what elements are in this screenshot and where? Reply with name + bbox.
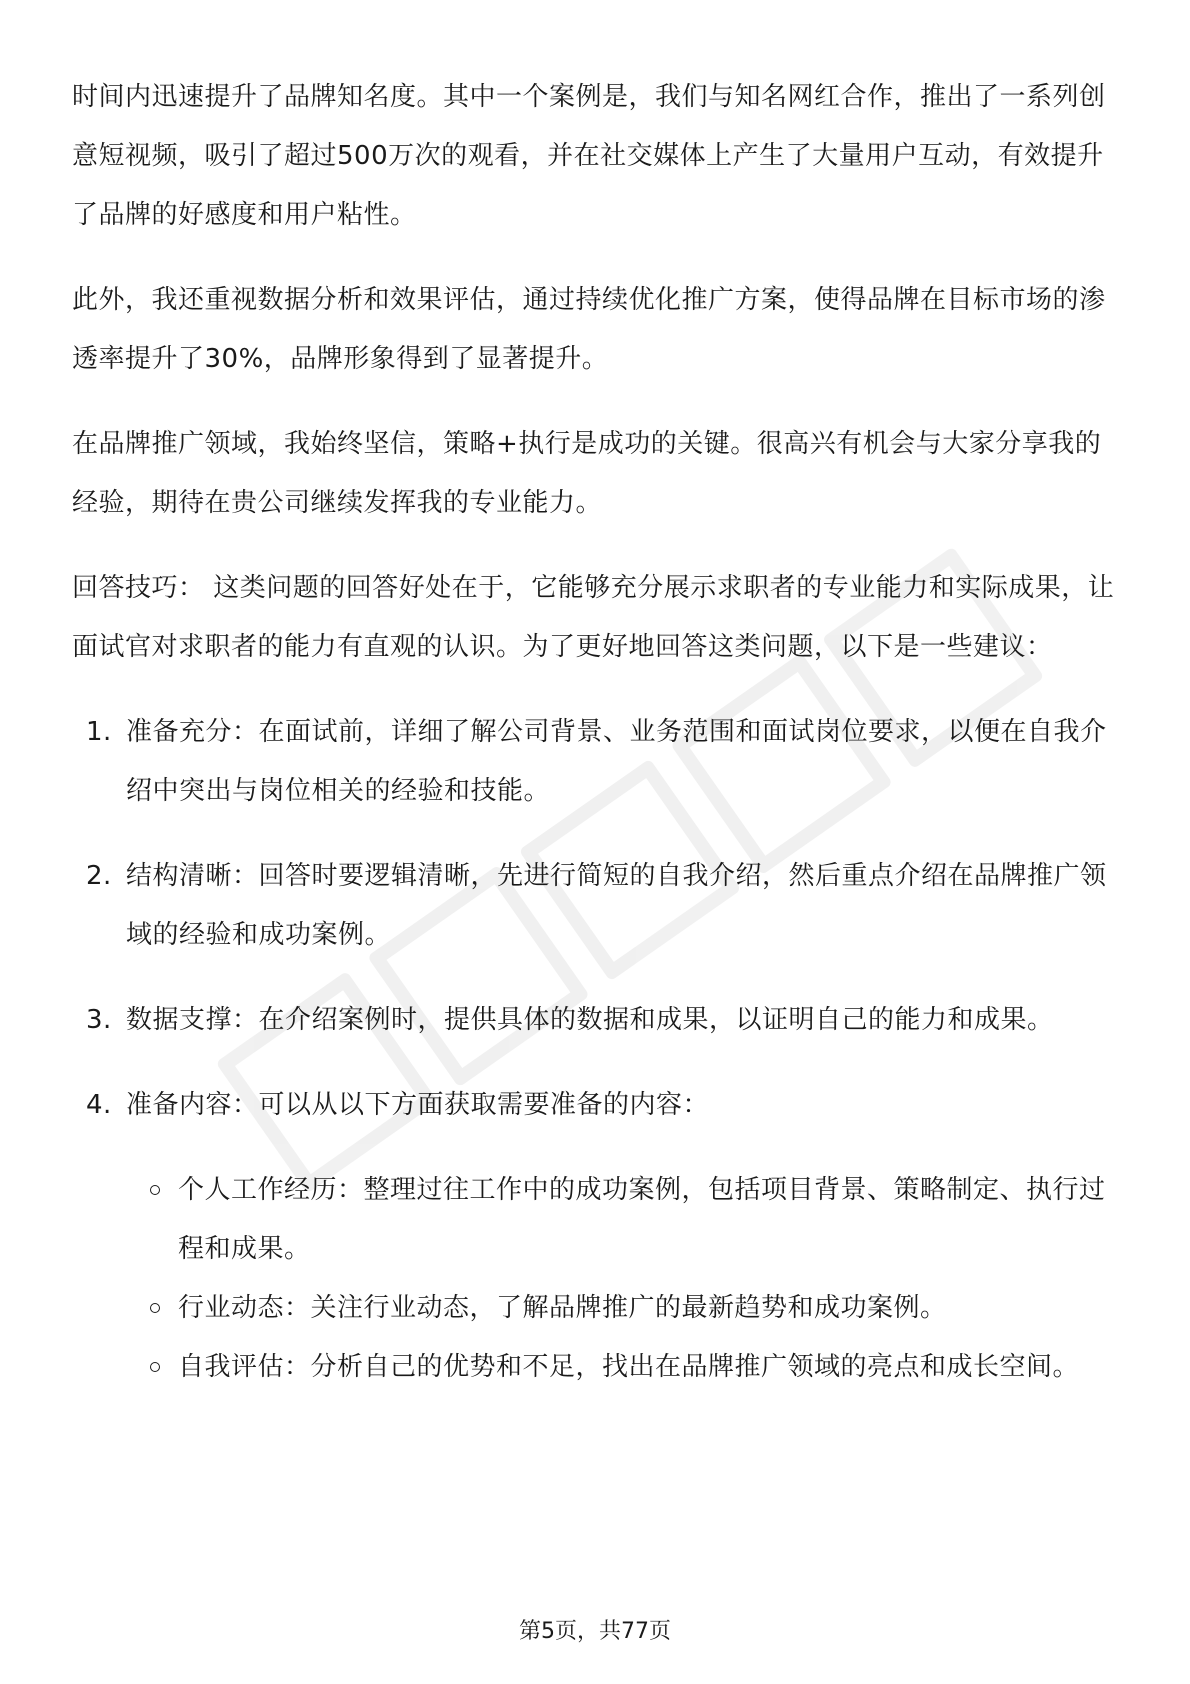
paragraph: 此外，我还重视数据分析和效果评估，通过持续优化推广方案，使得品牌在目标市场的渗透率提升了30%，品牌形象得到了显著提升。: [72, 285, 1106, 374]
paragraph: 在品牌推广领域，我始终坚信，策略+执行是成功的关键。很高兴有机会与大家分享我的经验，期待在贵公司继续发挥我的专业能力。: [72, 429, 1102, 518]
list-item: [72, 1076, 1118, 1135]
suggestions-list: [72, 703, 1118, 1135]
sub-list-item-text: 行业动态：关注行业动态，了解品牌推广的最新趋势和成功案例。: [178, 1293, 947, 1323]
sub-list-item: [72, 1279, 1118, 1338]
list-item: [72, 847, 1118, 965]
sub-list: [72, 1161, 1118, 1397]
tips-paragraph: [72, 559, 1118, 677]
circle-bullet-icon: [150, 1185, 160, 1195]
paragraph: 时间内迅速提升了品牌知名度。其中一个案例是，我们与知名网红合作，推出了一系列创意短视频，吸引了超过500万次的观看，并在社交媒体上产生了大量用户互动，有效提升了品牌的好感度和用户粘性。: [72, 82, 1106, 230]
list-item: [72, 991, 1118, 1050]
circle-bullet-icon: [150, 1362, 160, 1372]
list-item-text: 结构清晰：回答时要逻辑清晰，先进行简短的自我介绍，然后重点介绍在品牌推广领域的经验和成功案例。: [126, 861, 1107, 950]
list-number: 1.: [86, 717, 112, 747]
page-footer: 第5页，共77页: [519, 1619, 671, 1644]
list-number: 2.: [86, 861, 112, 891]
list-number: 4.: [86, 1090, 112, 1120]
tips-text: 这类问题的回答好处在于，它能够充分展示求职者的专业能力和实际成果，让面试官对求职者的能力有直观的认识。为了更好地回答这类问题，以下是一些建议：: [72, 573, 1115, 662]
sub-list-item: [72, 1338, 1118, 1397]
document-body: [72, 68, 1118, 1397]
list-item-text: 数据支撑：在介绍案例时，提供具体的数据和成果，以证明自己的能力和成果。: [126, 1005, 1054, 1035]
list-item-text: 准备充分：在面试前，详细了解公司背景、业务范围和面试岗位要求，以便在自我介绍中突出与岗位相关的经验和技能。: [126, 717, 1107, 806]
list-item-text: 准备内容：可以从以下方面获取需要准备的内容：: [126, 1090, 710, 1120]
list-item: [72, 703, 1118, 821]
tips-label: 回答技巧：: [72, 573, 205, 603]
sub-list-item-text: 自我评估：分析自己的优势和不足，找出在品牌推广领域的亮点和成长空间。: [178, 1352, 1080, 1382]
sub-list-item: [72, 1161, 1118, 1279]
list-number: 3.: [86, 1005, 112, 1035]
circle-bullet-icon: [150, 1303, 160, 1313]
sub-list-item-text: 个人工作经历：整理过往工作中的成功案例，包括项目背景、策略制定、执行过程和成果。: [178, 1175, 1106, 1264]
